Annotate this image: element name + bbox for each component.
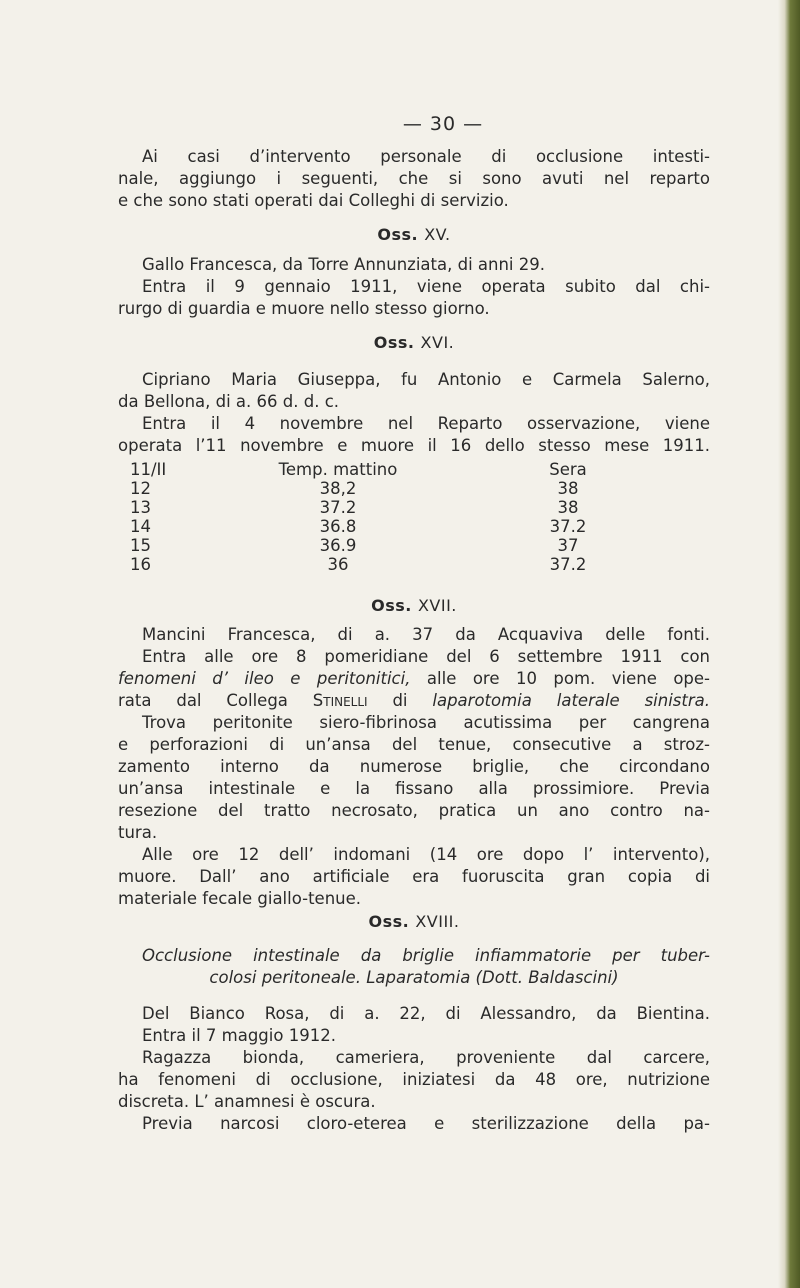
oss-number: XV. bbox=[424, 225, 451, 244]
table-cell: 37.2 bbox=[549, 517, 587, 536]
oss-number: XVI. bbox=[420, 333, 455, 352]
text-line: Mancini Francesca, di a. 37 da Acquaviva delle fonti. bbox=[142, 625, 710, 644]
table-row bbox=[130, 555, 630, 574]
text-run: di bbox=[367, 691, 433, 710]
table-cell: 38 bbox=[557, 498, 579, 517]
text-line: e perforazioni di un’ansa del tenue, consecutive a stroz- bbox=[118, 735, 710, 754]
author-name: Dott. Baldascini bbox=[482, 968, 613, 987]
table-cell: 15 bbox=[130, 536, 151, 555]
oss-label: Oss. bbox=[371, 596, 412, 615]
text-line: e che sono stati operati dai Colleghi di servizio. bbox=[118, 191, 509, 210]
oss16-paragraph bbox=[118, 369, 710, 457]
text-line: Trova peritonite siero-fibrinosa acutissima per cangrena bbox=[142, 713, 710, 732]
text-line: resezione del tratto necrosato, pratica un ano contro na- bbox=[118, 801, 710, 820]
table-row bbox=[130, 498, 630, 517]
table-row bbox=[130, 536, 630, 555]
text-line: Gallo Francesca, da Torre Annunziata, di anni 29. bbox=[142, 255, 545, 274]
text-line: operata l’11 novembre e muore il 16 dello stesso mese 1911. bbox=[118, 436, 710, 455]
table-cell: 37 bbox=[557, 536, 579, 555]
text-line: rurgo di guardia e muore nello stesso giorno. bbox=[118, 299, 490, 318]
text-line: un’ansa intestinale e la fissano alla prossimiore. Previa bbox=[118, 779, 710, 798]
table-cell: 16 bbox=[130, 555, 151, 574]
table-row bbox=[130, 479, 630, 498]
text-line: ha fenomeni di occlusione, iniziatesi da 48 ore, nutrizione bbox=[118, 1070, 710, 1089]
temperature-table bbox=[130, 460, 630, 574]
oss-number: XVII. bbox=[417, 596, 457, 615]
text-line bbox=[118, 690, 710, 712]
text-line: Entra il 7 maggio 1912. bbox=[142, 1026, 336, 1045]
table-cell: 13 bbox=[130, 498, 151, 517]
oss-label: Oss. bbox=[377, 225, 419, 244]
text-line: discreta. L’ anamnesi è oscura. bbox=[118, 1092, 376, 1111]
oss-heading-15 bbox=[118, 225, 710, 244]
oss15-paragraph bbox=[118, 254, 710, 320]
text-line: Ragazza bionda, cameriera, proveniente dal carcere, bbox=[142, 1048, 710, 1067]
text-line: Entra il 9 gennaio 1911, viene operata subito dal chi- bbox=[142, 277, 710, 296]
oss-label: Oss. bbox=[368, 912, 410, 931]
text-line: da Bellona, di a. 66 d. d. c. bbox=[118, 392, 340, 411]
intro-paragraph bbox=[118, 146, 710, 212]
table-cell: 14 bbox=[130, 517, 151, 536]
text-line: Occlusione intestinale da briglie infiammatorie per tuber- bbox=[142, 946, 710, 965]
text-line: nale, aggiungo i seguenti, che si sono avuti nel reparto bbox=[118, 169, 710, 188]
page-number: — 30 — bbox=[402, 113, 484, 135]
oss-number: XVIII. bbox=[415, 912, 460, 931]
italic-phrase: fenomeni d’ ileo e peritonitici, bbox=[118, 669, 411, 688]
text-line: materiale fecale giallo-tenue. bbox=[118, 889, 362, 908]
oss18-title bbox=[118, 945, 710, 989]
text-run: alle ore 10 pom. viene ope- bbox=[410, 669, 710, 688]
oss-heading-16 bbox=[118, 333, 710, 352]
table-cell: 36 bbox=[327, 555, 349, 574]
text-line: Alle ore 12 dell’ indomani (14 ore dopo l’ intervento), bbox=[142, 845, 710, 864]
table-cell: 36.9 bbox=[319, 536, 357, 555]
table-cell: 37.2 bbox=[319, 498, 357, 517]
text-line: Ai casi d’intervento personale di occlusione intesti- bbox=[142, 147, 710, 166]
table-header-row bbox=[130, 460, 630, 479]
text-line: Del Bianco Rosa, di a. 22, di Alessandro, da Bientina. bbox=[142, 1004, 710, 1023]
table-row bbox=[130, 517, 630, 536]
table-header-day: 11/II bbox=[130, 460, 167, 479]
page-edge bbox=[778, 0, 800, 1288]
text-line: muore. Dall’ ano artificiale era fuoruscita gran copia di bbox=[118, 867, 710, 886]
text-line bbox=[118, 668, 710, 690]
text-run: colosi peritoneale. Laparatomia ( bbox=[209, 968, 482, 987]
oss-heading-17 bbox=[118, 596, 710, 615]
table-header-evening: Sera bbox=[549, 460, 587, 479]
oss17-paragraph bbox=[118, 624, 710, 910]
table-header-morning: Temp. mattino bbox=[278, 460, 398, 479]
text-line: tura. bbox=[118, 823, 158, 842]
oss-heading-18 bbox=[118, 912, 710, 931]
text-line: Previa narcosi cloro-eterea e sterilizzazione della pa- bbox=[142, 1114, 710, 1133]
text-line: Cipriano Maria Giuseppa, fu Antonio e Carmela Salerno, bbox=[142, 370, 710, 389]
table-cell: 36.8 bbox=[319, 517, 357, 536]
table-cell: 12 bbox=[130, 479, 151, 498]
italic-phrase: laparotomia laterale sinistra. bbox=[432, 691, 710, 710]
text-run: ) bbox=[612, 968, 619, 987]
text-run: rata dal Collega bbox=[118, 691, 313, 710]
text-line: Entra alle ore 8 pomeridiane del 6 settembre 1911 con bbox=[142, 647, 710, 666]
text-line bbox=[118, 967, 710, 989]
table-cell: 38,2 bbox=[319, 479, 357, 498]
surgeon-name: Stinelli bbox=[312, 691, 368, 710]
table-cell: 37.2 bbox=[549, 555, 587, 574]
oss18-paragraph bbox=[118, 1003, 710, 1135]
text-line: zamento interno da numerose briglie, che circondano bbox=[118, 757, 710, 776]
text-line: Entra il 4 novembre nel Reparto osservazione, viene bbox=[142, 414, 710, 433]
oss-label: Oss. bbox=[373, 333, 415, 352]
table-cell: 38 bbox=[557, 479, 579, 498]
